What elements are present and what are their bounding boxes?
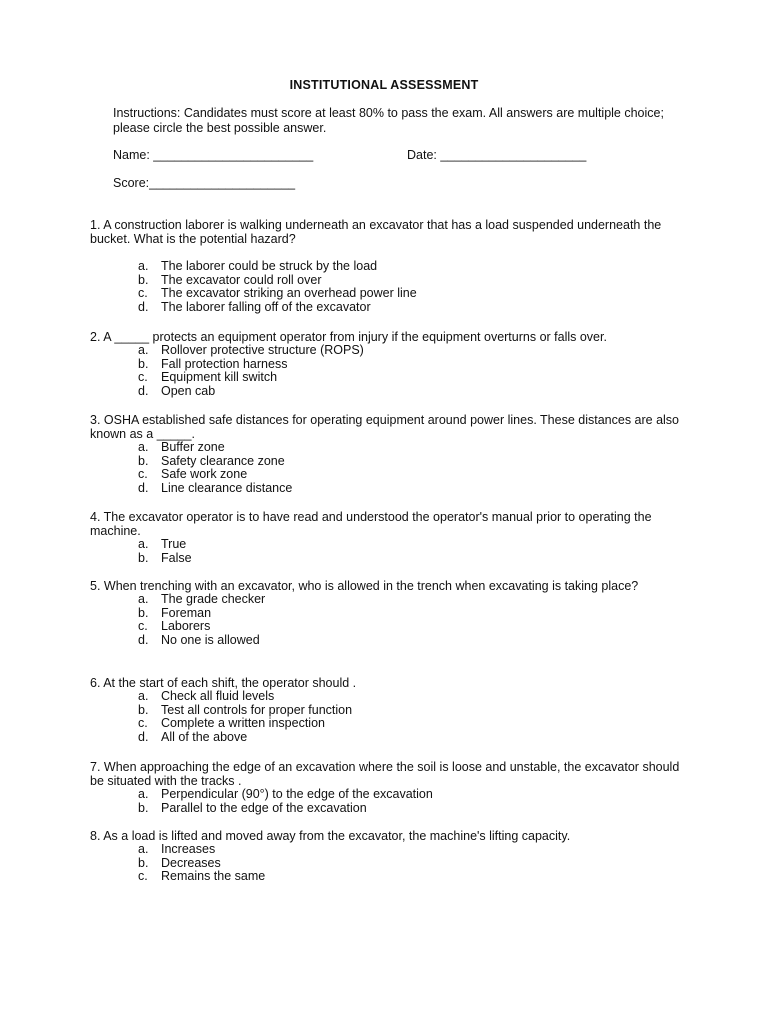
name-field[interactable]: Name: _______________________ bbox=[113, 148, 314, 162]
option-letter: b. bbox=[138, 272, 149, 287]
option-b[interactable] bbox=[90, 802, 690, 816]
options-list bbox=[90, 538, 690, 565]
question-text: 4. The excavator operator is to have read and understood the operator's manual prior to operating the machine. bbox=[90, 510, 652, 538]
option-b[interactable] bbox=[90, 358, 690, 372]
option-a[interactable] bbox=[90, 441, 690, 455]
option-text: Decreases bbox=[161, 855, 221, 870]
instructions-text: Instructions: Candidates must score at least 80% to pass the exam. All answers are multiple choice; please circle the best possible answer. bbox=[113, 106, 664, 135]
question-2 bbox=[90, 330, 690, 399]
option-text: The excavator striking an overhead power line bbox=[161, 286, 417, 301]
question-text: 7. When approaching the edge of an excavation where the soil is loose and unstable, the excavator should be situated with the tracks . bbox=[90, 760, 680, 788]
options-list bbox=[90, 843, 690, 884]
option-d[interactable] bbox=[90, 301, 690, 315]
option-text: Laborers bbox=[161, 619, 211, 634]
option-text: Line clearance distance bbox=[161, 481, 293, 496]
option-letter: a. bbox=[138, 842, 149, 856]
option-text: Fall protection harness bbox=[161, 356, 288, 371]
page-title: INSTITUTIONAL ASSESSMENT bbox=[289, 78, 479, 92]
option-letter: c. bbox=[138, 370, 148, 385]
option-letter: b. bbox=[138, 855, 149, 870]
option-c[interactable] bbox=[90, 371, 690, 385]
option-text: Foreman bbox=[161, 605, 212, 620]
option-letter: b. bbox=[138, 605, 149, 620]
question-text: 2. A _____ protects an equipment operator from injury if the equipment overturns or falls over. bbox=[90, 330, 607, 344]
option-letter: c. bbox=[138, 286, 148, 301]
option-letter: a. bbox=[138, 343, 149, 357]
option-a[interactable] bbox=[90, 538, 690, 552]
options-list bbox=[90, 788, 690, 815]
option-letter: a. bbox=[138, 689, 149, 703]
option-d[interactable] bbox=[90, 482, 690, 496]
option-b[interactable] bbox=[90, 552, 690, 566]
option-text: Increases bbox=[161, 842, 216, 856]
option-letter: d. bbox=[138, 633, 149, 648]
option-letter: c. bbox=[138, 619, 148, 634]
option-letter: a. bbox=[138, 592, 149, 606]
option-b[interactable] bbox=[90, 857, 690, 871]
option-letter: d. bbox=[138, 481, 149, 496]
option-b[interactable] bbox=[90, 704, 690, 718]
option-d[interactable] bbox=[90, 385, 690, 399]
option-letter: a. bbox=[138, 440, 149, 454]
option-a[interactable] bbox=[90, 260, 690, 274]
option-b[interactable] bbox=[90, 455, 690, 469]
option-letter: a. bbox=[138, 259, 149, 273]
option-text: The laborer could be struck by the load bbox=[161, 259, 378, 273]
option-letter: b. bbox=[138, 453, 149, 468]
date-field[interactable]: Date: _____________________ bbox=[407, 148, 587, 162]
question-4 bbox=[90, 510, 690, 565]
options-list bbox=[90, 690, 690, 745]
option-letter: a. bbox=[138, 537, 149, 551]
question-text: 5. When trenching with an excavator, who is allowed in the trench when excavating is taking place? bbox=[90, 579, 639, 593]
option-letter: d. bbox=[138, 384, 149, 399]
option-text: The laborer falling off of the excavator bbox=[161, 300, 371, 315]
options-list bbox=[90, 344, 690, 399]
option-c[interactable] bbox=[90, 468, 690, 482]
question-1 bbox=[90, 218, 690, 315]
option-text: All of the above bbox=[161, 730, 248, 745]
option-a[interactable] bbox=[90, 344, 690, 358]
option-text: Equipment kill switch bbox=[161, 370, 278, 385]
question-6 bbox=[90, 676, 690, 745]
option-text: The excavator could roll over bbox=[161, 272, 322, 287]
option-text: Buffer zone bbox=[161, 440, 225, 454]
option-d[interactable] bbox=[90, 634, 690, 648]
option-letter: a. bbox=[138, 787, 149, 801]
option-b[interactable] bbox=[90, 607, 690, 621]
option-text: Rollover protective structure (ROPS) bbox=[161, 343, 364, 357]
question-text: 1. A construction laborer is walking underneath an excavator that has a load suspended underneath the bucket. What is the potential hazard? bbox=[90, 218, 662, 246]
option-d[interactable] bbox=[90, 731, 690, 745]
option-text: False bbox=[161, 550, 192, 565]
option-text: Perpendicular (90°) to the edge of the excavation bbox=[161, 787, 433, 801]
option-a[interactable] bbox=[90, 788, 690, 802]
option-letter: d. bbox=[138, 300, 149, 315]
question-text: 8. As a load is lifted and moved away from the excavator, the machine's lifting capacity. bbox=[90, 829, 571, 843]
option-text: Check all fluid levels bbox=[161, 689, 275, 703]
option-c[interactable] bbox=[90, 870, 690, 884]
question-text: 3. OSHA established safe distances for operating equipment around power lines. These distances are also known as a _____. bbox=[90, 413, 680, 441]
options-list bbox=[90, 260, 690, 315]
option-letter: b. bbox=[138, 550, 149, 565]
options-list bbox=[90, 441, 690, 496]
option-text: No one is allowed bbox=[161, 633, 260, 648]
option-text: Open cab bbox=[161, 384, 216, 399]
option-text: Safe work zone bbox=[161, 467, 248, 482]
options-list bbox=[90, 593, 690, 648]
option-text: The grade checker bbox=[161, 592, 266, 606]
option-letter: b. bbox=[138, 800, 149, 815]
question-3 bbox=[90, 413, 690, 496]
option-c[interactable] bbox=[90, 620, 690, 634]
option-text: Test all controls for proper function bbox=[161, 702, 353, 717]
question-text: 6. At the start of each shift, the operator should . bbox=[90, 676, 357, 690]
option-a[interactable] bbox=[90, 593, 690, 607]
question-8 bbox=[90, 829, 690, 884]
option-text: Safety clearance zone bbox=[161, 453, 285, 468]
option-text: Remains the same bbox=[161, 869, 266, 884]
option-c[interactable] bbox=[90, 717, 690, 731]
option-a[interactable] bbox=[90, 690, 690, 704]
question-7 bbox=[90, 760, 690, 815]
question-5 bbox=[90, 579, 690, 648]
option-letter: b. bbox=[138, 702, 149, 717]
option-letter: b. bbox=[138, 356, 149, 371]
option-c[interactable] bbox=[90, 287, 690, 301]
option-a[interactable] bbox=[90, 843, 690, 857]
option-text: Parallel to the edge of the excavation bbox=[161, 800, 367, 815]
option-b[interactable] bbox=[90, 274, 690, 288]
score-field[interactable]: Score:_____________________ bbox=[113, 176, 296, 190]
option-letter: c. bbox=[138, 716, 148, 731]
option-letter: c. bbox=[138, 467, 148, 482]
option-letter: c. bbox=[138, 869, 148, 884]
option-text: True bbox=[161, 537, 187, 551]
option-text: Complete a written inspection bbox=[161, 716, 325, 731]
option-letter: d. bbox=[138, 730, 149, 745]
